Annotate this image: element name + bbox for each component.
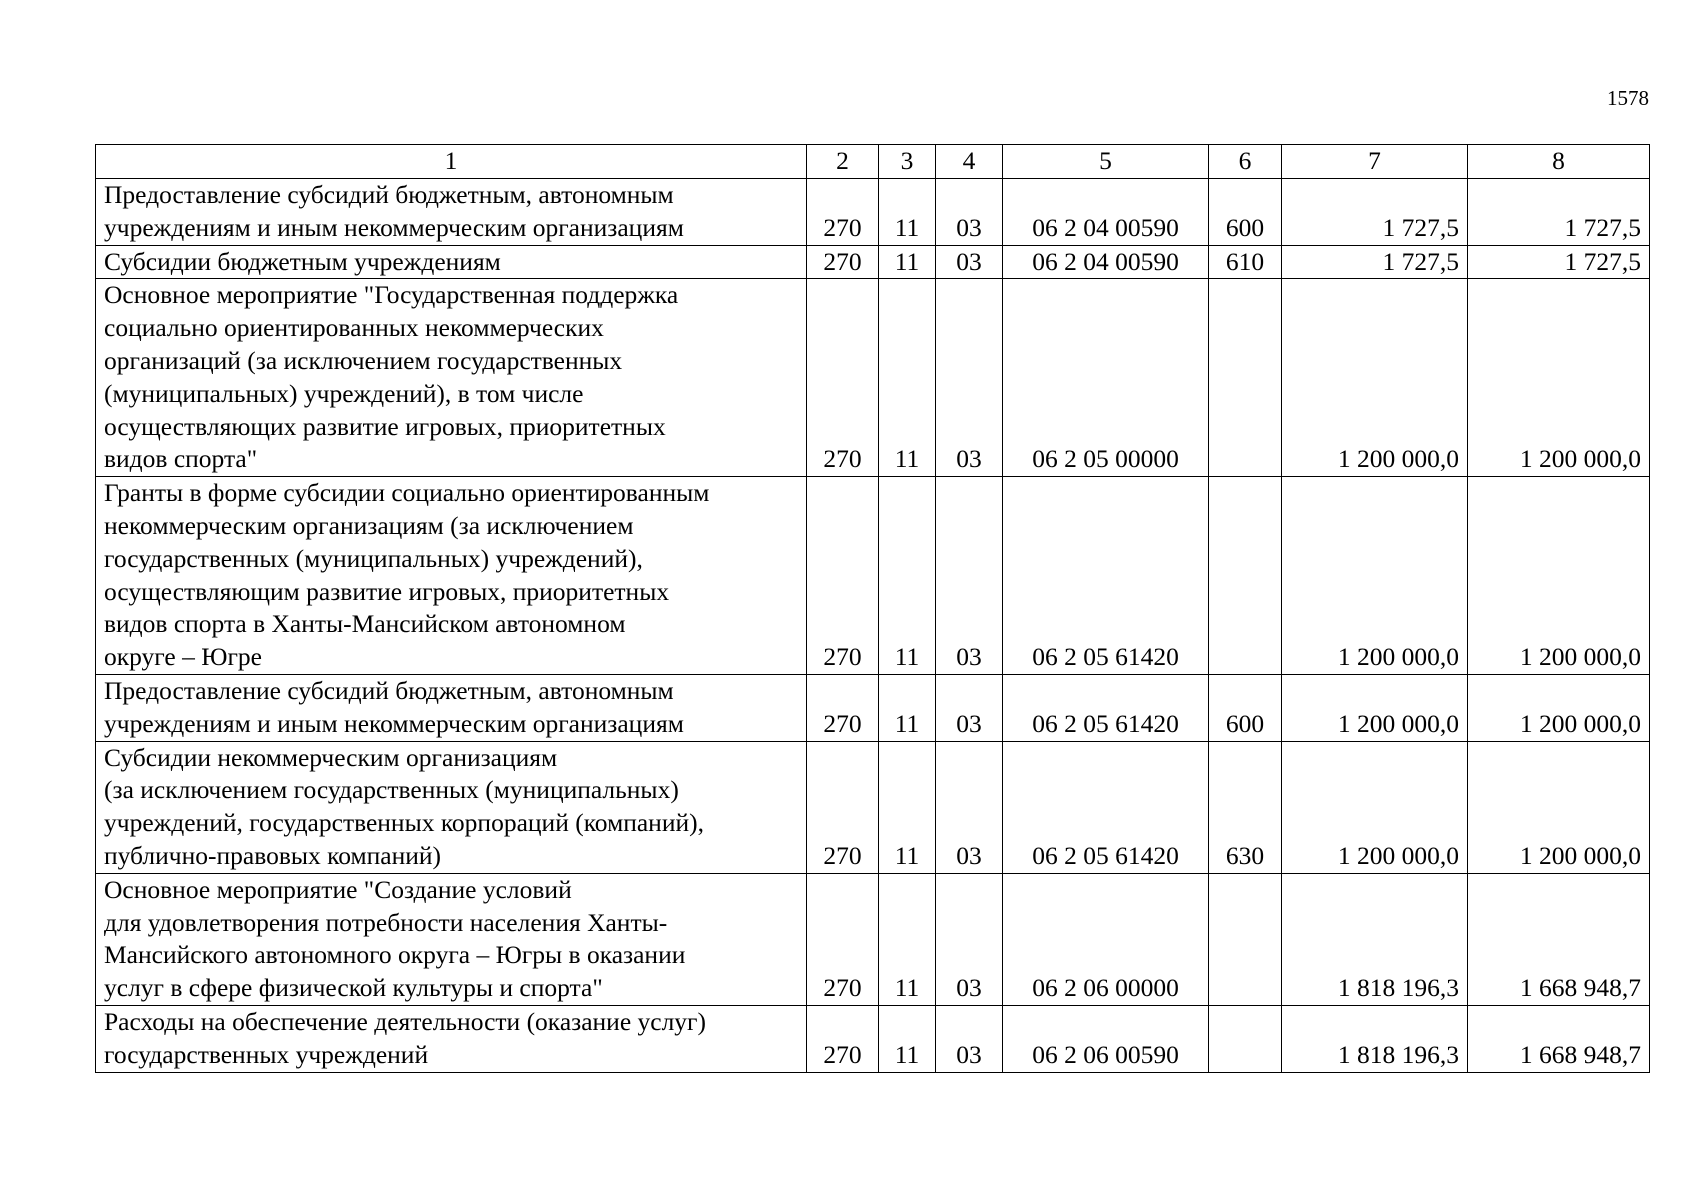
cell-col-2: 270 [807,873,879,1005]
cell-col-8: 1 668 948,7 [1468,873,1650,1005]
cell-col-6: 600 [1209,179,1282,246]
cell-col-4: 03 [936,1005,1003,1072]
header-cell: 5 [1003,145,1209,179]
cell-col-7: 1 818 196,3 [1282,1005,1468,1072]
cell-col-1 [96,873,807,1005]
header-cell: 6 [1209,145,1282,179]
name-line: Субсидии бюджетным учреждениям [104,246,501,276]
cell-col-8: 1 668 948,7 [1468,1005,1650,1072]
cell-col-1 [96,179,807,246]
cell-col-4: 03 [936,279,1003,477]
cell-col-1 [96,279,807,477]
name-line: государственных учреждений [104,1039,429,1069]
cell-col-3: 11 [879,477,936,675]
name-line: для удовлетворения потребности населения Ханты- [104,907,668,937]
cell-col-4: 03 [936,674,1003,741]
cell-col-7: 1 818 196,3 [1282,873,1468,1005]
cell-col-4: 03 [936,245,1003,279]
cell-col-3: 11 [879,741,936,873]
name-line: публично-правовых компаний) [104,840,442,870]
cell-col-8: 1 200 000,0 [1468,477,1650,675]
cell-col-8: 1 200 000,0 [1468,279,1650,477]
cell-col-6 [1209,279,1282,477]
table-row [96,873,1650,1005]
header-cell: 1 [96,145,807,179]
cell-col-6: 630 [1209,741,1282,873]
cell-col-8: 1 727,5 [1468,245,1650,279]
name-line: Субсидии некоммерческим организациям [104,742,558,772]
name-line: Мансийского автономного округа – Югры в оказании [104,940,686,970]
cell-col-3: 11 [879,179,936,246]
cell-col-5: 06 2 05 61420 [1003,674,1209,741]
name-line: округе – Югре [104,642,262,672]
cell-col-6 [1209,477,1282,675]
name-line: Основное мероприятие "Создание условий [104,874,572,904]
cell-col-6: 610 [1209,245,1282,279]
cell-col-2: 270 [807,741,879,873]
name-line: Гранты в форме субсидии социально ориентированным [104,478,710,508]
cell-col-4: 03 [936,741,1003,873]
cell-col-7: 1 200 000,0 [1282,279,1468,477]
cell-col-7: 1 727,5 [1282,245,1468,279]
name-line: Предоставление субсидий бюджетным, автономным [104,180,674,209]
cell-col-7: 1 727,5 [1282,179,1468,246]
page-number: 1578 [1607,86,1649,110]
name-line: Основное мероприятие "Государственная поддержка [104,280,679,310]
cell-col-2: 270 [807,674,879,741]
budget-table [95,144,1650,1073]
name-line: осуществляющих развитие игровых, приоритетных [104,411,666,441]
cell-col-4: 03 [936,179,1003,246]
table-row [96,674,1650,741]
cell-col-2: 270 [807,179,879,246]
cell-col-2: 270 [807,1005,879,1072]
name-line: Расходы на обеспечение деятельности (оказание услуг) [104,1006,707,1036]
name-line: Предоставление субсидий бюджетным, автономным [104,675,674,705]
cell-col-2: 270 [807,279,879,477]
cell-col-5: 06 2 05 61420 [1003,477,1209,675]
cell-col-1 [96,674,807,741]
name-line: некоммерческим организациям (за исключением [104,510,634,540]
name-line: учреждениям и иным некоммерческим организациям [104,212,684,242]
table-body [96,179,1650,1073]
cell-col-1 [96,477,807,675]
cell-col-3: 11 [879,279,936,477]
table-row [96,245,1650,279]
name-line: государственных (муниципальных) учреждений), [104,543,643,573]
header-cell: 3 [879,145,936,179]
name-line: осуществляющим развитие игровых, приоритетных [104,576,670,606]
name-line: видов спорта в Ханты-Мансийском автономном [104,609,626,639]
cell-col-3: 11 [879,873,936,1005]
table-row [96,741,1650,873]
cell-col-3: 11 [879,674,936,741]
cell-col-2: 270 [807,477,879,675]
cell-col-1 [96,741,807,873]
cell-col-5: 06 2 04 00590 [1003,245,1209,279]
header-cell: 4 [936,145,1003,179]
cell-col-1 [96,245,807,279]
cell-col-4: 03 [936,477,1003,675]
cell-col-5: 06 2 06 00000 [1003,873,1209,1005]
table-row [96,1005,1650,1072]
cell-col-6 [1209,873,1282,1005]
cell-col-8: 1 200 000,0 [1468,674,1650,741]
cell-col-8: 1 200 000,0 [1468,741,1650,873]
cell-col-3: 11 [879,245,936,279]
table-row [96,279,1650,477]
name-line: (муниципальных) учреждений), в том числе [104,378,584,408]
cell-col-6: 600 [1209,674,1282,741]
cell-col-2: 270 [807,245,879,279]
cell-col-6 [1209,1005,1282,1072]
header-row [96,145,1650,179]
name-line: организаций (за исключением государственных [104,345,623,375]
cell-col-7: 1 200 000,0 [1282,477,1468,675]
header-cell: 2 [807,145,879,179]
cell-col-5: 06 2 05 61420 [1003,741,1209,873]
cell-col-7: 1 200 000,0 [1282,741,1468,873]
name-line: учреждениям и иным некоммерческим организациям [104,708,684,738]
cell-col-5: 06 2 05 00000 [1003,279,1209,477]
cell-col-1 [96,1005,807,1072]
cell-col-5: 06 2 04 00590 [1003,179,1209,246]
name-line: социально ориентированных некоммерческих [104,313,604,343]
cell-col-7: 1 200 000,0 [1282,674,1468,741]
cell-col-3: 11 [879,1005,936,1072]
header-cell: 8 [1468,145,1650,179]
table-row [96,179,1650,246]
cell-col-8: 1 727,5 [1468,179,1650,246]
name-line: (за исключением государственных (муниципальных) [104,775,679,805]
name-line: услуг в сфере физической культуры и спорта" [104,973,603,1003]
name-line: учреждений, государственных корпораций (компаний), [104,808,704,838]
cell-col-5: 06 2 06 00590 [1003,1005,1209,1072]
header-cell: 7 [1282,145,1468,179]
table-row [96,477,1650,675]
cell-col-4: 03 [936,873,1003,1005]
name-line: видов спорта" [104,444,258,474]
